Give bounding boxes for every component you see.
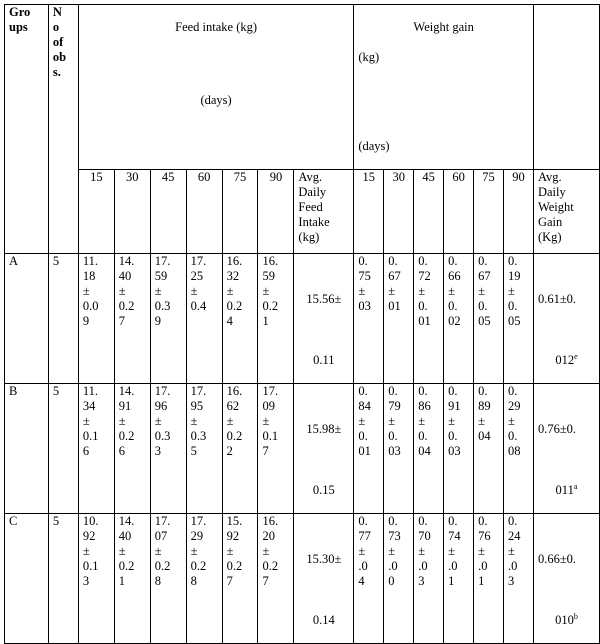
avg-feed-error: 0.11 [313, 353, 335, 367]
avg-gain-error-value: 012 [555, 353, 575, 367]
feed-intake-weight-gain-table [4, 4, 600, 644]
feed-day-60: 60 [186, 170, 222, 254]
feed-cell: 17. 07 ± 0.2 8 [150, 514, 186, 644]
avg-gain-header: Avg. Daily Weight Gain (Kg) [533, 170, 599, 254]
avg-feed-error: 0.15 [312, 483, 335, 497]
feed-day-15: 15 [78, 170, 114, 254]
gain-cell: 0. 67 ± 0. 05 [474, 254, 504, 384]
feed-cell: 16. 20 ± 0.2 7 [258, 514, 294, 644]
feed-day-75: 75 [222, 170, 258, 254]
avg-gain-cell [533, 384, 599, 514]
feed-cell: 16. 62 ± 0.2 2 [222, 384, 258, 514]
feed-cell: 17. 95 ± 0.3 5 [186, 384, 222, 514]
obs-count: 5 [48, 384, 78, 514]
avg-gain-error-value: 010 [555, 613, 574, 627]
avg-feed-value: 15.98± [306, 422, 342, 436]
feed-day-90: 90 [258, 170, 294, 254]
table-row [5, 514, 600, 644]
avg-feed-cell [294, 254, 354, 384]
gain-cell: 0. 67 ± 01 [384, 254, 414, 384]
feed-cell: 15. 92 ± 0.2 7 [222, 514, 258, 644]
significance-letter: b [573, 611, 578, 621]
avg-feed-value: 15.30± [306, 552, 342, 566]
feed-cell: 10. 92 ± 0.1 3 [78, 514, 114, 644]
header-blank-cell [533, 5, 599, 170]
gain-day-30: 30 [384, 170, 414, 254]
gain-day-90: 90 [504, 170, 534, 254]
gain-cell: 0. 70 ± .0 3 [414, 514, 444, 644]
groups-header: Gro ups [5, 5, 49, 254]
group-label: B [5, 384, 49, 514]
feed-cell: 14. 91 ± 0.2 6 [114, 384, 150, 514]
gain-cell: 0. 76 ± .0 1 [474, 514, 504, 644]
gain-day-60: 60 [444, 170, 474, 254]
gain-day-15: 15 [354, 170, 384, 254]
group-label: A [5, 254, 49, 384]
feed-cell: 16. 32 ± 0.2 4 [222, 254, 258, 384]
avg-gain-error [538, 353, 595, 368]
avg-gain-cell [533, 514, 599, 644]
feed-cell: 14. 40 ± 0.2 7 [114, 254, 150, 384]
gain-cell: 0. 77 ± .0 4 [354, 514, 384, 644]
avg-feed-value: 15.56± [306, 292, 342, 306]
avg-feed-cell [294, 514, 354, 644]
feed-intake-title: Feed intake (kg) [175, 20, 258, 34]
weight-gain-unit: (kg) [358, 50, 380, 64]
gain-cell: 0. 24 ± .0 3 [504, 514, 534, 644]
header-row-days [5, 170, 600, 254]
gain-cell: 0. 19 ± 0. 05 [504, 254, 534, 384]
feed-cell: 14. 40 ± 0.2 1 [114, 514, 150, 644]
gain-cell: 0. 86 ± 0. 04 [414, 384, 444, 514]
feed-cell: 17. 29 ± 0.2 8 [186, 514, 222, 644]
feed-day-30: 30 [114, 170, 150, 254]
feed-cell: 11. 18 ± 0.0 9 [78, 254, 114, 384]
weight-gain-header [354, 5, 534, 170]
avg-gain-error [538, 613, 595, 628]
obs-count: 5 [48, 254, 78, 384]
obs-count: 5 [48, 514, 78, 644]
gain-cell: 0. 29 ± 0. 08 [504, 384, 534, 514]
gain-cell: 0. 79 ± 0. 03 [384, 384, 414, 514]
feed-cell: 11. 34 ± 0.1 6 [78, 384, 114, 514]
avg-gain-value: 0.76±0. [537, 422, 577, 436]
weight-gain-days-label: (days) [358, 139, 390, 153]
header-row-top [5, 5, 600, 170]
avg-gain-value: 0.66±0. [537, 552, 577, 566]
significance-letter: a [573, 481, 578, 491]
significance-letter: e [574, 351, 578, 361]
feed-cell: 17. 09 ± 0.1 7 [258, 384, 294, 514]
obs-header: N o of ob s. [48, 5, 78, 254]
gain-cell: 0. 84 ± 0. 01 [354, 384, 384, 514]
avg-feed-error: 0.14 [312, 613, 335, 627]
gain-cell: 0. 72 ± 0. 01 [414, 254, 444, 384]
avg-gain-error-value: 011 [555, 483, 574, 497]
gain-day-45: 45 [414, 170, 444, 254]
gain-cell: 0. 89 ± 04 [474, 384, 504, 514]
feed-intake-header [78, 5, 353, 170]
gain-day-75: 75 [474, 170, 504, 254]
feed-cell: 17. 25 ± 0.4 [186, 254, 222, 384]
avg-gain-cell [533, 254, 599, 384]
weight-gain-title: Weight gain [413, 20, 474, 34]
avg-gain-value: 0.61±0. [537, 292, 577, 306]
gain-cell: 0. 73 ± .0 0 [384, 514, 414, 644]
gain-cell: 0. 66 ± 0. 02 [444, 254, 474, 384]
avg-gain-error [538, 483, 595, 498]
feed-cell: 17. 59 ± 0.3 9 [150, 254, 186, 384]
gain-cell: 0. 91 ± 0. 03 [444, 384, 474, 514]
avg-feed-cell [294, 384, 354, 514]
feed-day-45: 45 [150, 170, 186, 254]
table-row [5, 384, 600, 514]
feed-cell: 17. 96 ± 0.3 3 [150, 384, 186, 514]
gain-cell: 0. 75 ± 03 [354, 254, 384, 384]
avg-feed-header: Avg. Daily Feed Intake (kg) [294, 170, 354, 254]
feed-days-label: (days) [200, 93, 232, 107]
table-row [5, 254, 600, 384]
feed-cell: 16. 59 ± 0.2 1 [258, 254, 294, 384]
group-label: C [5, 514, 49, 644]
gain-cell: 0. 74 ± .0 1 [444, 514, 474, 644]
